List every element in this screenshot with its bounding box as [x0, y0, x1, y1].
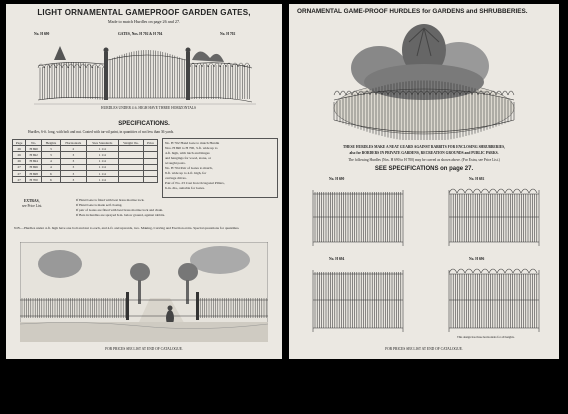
gate-note-line: 4-ft. high, with latch and hinges: [165, 150, 210, 155]
spec-table-cell: 27: [13, 177, 26, 183]
extras-item: If Bars in hurdles are sprayed 6-in. below ground, against rabbits.: [76, 213, 165, 218]
spec-table-cell: 3: [60, 177, 86, 183]
label-h690: No. H 690: [34, 32, 50, 36]
desc-line-2: also for BORDERS IN PRIVATE GARDENS, RECREATION GROUNDS and PUBLIC PARKS.: [349, 151, 499, 155]
gate-note-line: 6-in. dia., suitable for Gates.: [165, 186, 205, 191]
right-footer: FOR PRICES SEE LIST AT END OF CATALOGUE.: [385, 347, 463, 351]
h696-caption: This design has three horizontals for all heights.: [457, 335, 515, 339]
spec-table-cell: H 696: [26, 164, 42, 170]
right-page-title: ORNAMENTAL GAME-PROOF HURDLES for GARDENS and SHRUBBERIES.: [297, 8, 528, 15]
hurdle-label-h694: No. H 694: [329, 257, 345, 261]
spec-table-cell: H 694: [26, 158, 42, 164]
spec-table-cell: 6: [42, 177, 61, 183]
spec-table-cell: [118, 177, 143, 183]
left-footer: FOR PRICES SEE LIST AT END OF CATALOGUE.: [105, 347, 183, 351]
spec-heading: SPECIFICATIONS.: [118, 121, 170, 127]
gate-notes-box: [162, 138, 278, 198]
garden-gate-scene: [20, 242, 268, 342]
right-catalogue-page: [289, 4, 559, 359]
spec-table-cell: 4: [42, 158, 61, 164]
spec-table-cell: 1 1/4: [86, 170, 118, 176]
see-spec-heading: SEE SPECIFICATIONS on page 27.: [374, 166, 474, 172]
spec-table-cell: 3: [60, 170, 86, 176]
hurdle-h696: [445, 264, 543, 334]
hurdle-label-h690: No. H 690: [329, 177, 345, 181]
hurdle-h690: [309, 184, 407, 248]
spec-table-cell: 3: [60, 158, 86, 164]
spec-table-cell: 27: [13, 164, 26, 170]
spec-table-row: [13, 177, 158, 183]
gates-illustration: [34, 38, 256, 108]
gate-note-line: and hangings for wood, stone, or: [165, 155, 211, 160]
desc-line-1: THESE HURDLES MAKE A NEAT GUARD AGAINST RABBITS FOR ENCLOSING SHRUBBERIES,: [342, 145, 506, 149]
extras-item: If Hand Gate is made self closing.: [76, 203, 123, 208]
gate-note-line: 8-ft. wide up to 4-ft. high, for: [165, 170, 207, 175]
spec-table-header: Page No. Heights Horizontals Size Standards Weight lbs. Price: [13, 140, 158, 146]
spec-table-cell: 26: [13, 158, 26, 164]
gates-caption: GATES, Nos. H 702 & H 704: [118, 32, 163, 36]
nb-note: N.B.—Hurdles under 4-ft. high have one bolt and nut to each, and 4-ft. and upwards, two. Making, Curving and Erection extra. Special quotations for quantities.: [14, 226, 240, 230]
extras-list: [76, 198, 276, 218]
spec-table-cell: 3: [42, 146, 61, 152]
gate-note-line: wrought posts.: [165, 160, 186, 165]
hurdle-h694: [309, 264, 407, 334]
spec-table-cell: 27: [13, 170, 26, 176]
spec-table: [12, 139, 158, 183]
spec-table-cell: H 690: [26, 146, 42, 152]
hurdle-label-h692: No. H 692: [469, 177, 485, 181]
gate-note-line: No. H 702 Hand Gate to match Hurdle: [165, 140, 220, 145]
extras-label: EXTRAS,: [24, 199, 40, 203]
hurdle-h692: [445, 184, 543, 248]
left-page-subtitle: Made to match Hurdles on page 26 and 27.: [107, 19, 181, 24]
gate-note-line: No. H 704 Pair of Gates to match,: [165, 165, 213, 170]
left-page-title: LIGHT ORNAMENTAL GAMEPROOF GARDEN GATES,: [37, 8, 251, 17]
spec-table-cell: [144, 177, 158, 183]
spec-line: Hurdles, 6-ft. long, with bolt and nut. Coated with tar-oil paint, in quantities of not less than 36 yards.: [28, 130, 175, 134]
gate-note-line: carriage drives.: [165, 175, 187, 180]
spec-table-cell: H 698: [26, 170, 42, 176]
hurdles-note: HURDLES UNDER 4 ft. HIGH HAVE THREE HORIZONTALS: [101, 106, 197, 110]
spec-table-cell: 26: [13, 146, 26, 152]
spec-table-cell: 1 1/4: [86, 152, 118, 158]
spec-table-cell: 6: [42, 170, 61, 176]
left-catalogue-page: [6, 4, 282, 359]
spec-table-cell: 2: [60, 146, 86, 152]
spec-table-cell: 26: [13, 152, 26, 158]
curved-hurdle-illustration: [329, 20, 519, 140]
spec-table-cell: H 700: [26, 177, 42, 183]
extras-item: If Hand Gate is fitted with best brass mortise lock.: [76, 198, 145, 202]
gate-note-line: Pair of No. 23 Cast Iron Octagonal Pillars,: [165, 181, 225, 185]
spec-table-cell: 3: [60, 152, 86, 158]
spec-table-cell: 4: [42, 164, 61, 170]
spec-table-cell: 1 1/4: [86, 177, 118, 183]
spec-table-cell: 1 1/4: [86, 164, 118, 170]
label-h702: No. H 702: [220, 32, 236, 36]
spec-table-cell: 3: [42, 152, 61, 158]
hurdle-label-h696: No. H 696: [469, 257, 485, 261]
spec-table-cell: 1 1/4: [86, 146, 118, 152]
gate-note-line: Nos. H 690 to H 700, 3-ft. wide up to: [165, 145, 218, 150]
desc-line-3: The following Hurdles (Nos. H 690 to H 700) may be curved as shown above. (For Extra, see Price List.): [348, 158, 500, 162]
spec-table-cell: 1 1/4: [86, 158, 118, 164]
extras-sub: see Price List.: [22, 204, 43, 208]
extras-item: If pair of Gates are fitted with best brass mortise lock and chain.: [76, 208, 164, 213]
spec-table-cell: H 692: [26, 152, 42, 158]
spec-table-cell: 3: [60, 164, 86, 170]
